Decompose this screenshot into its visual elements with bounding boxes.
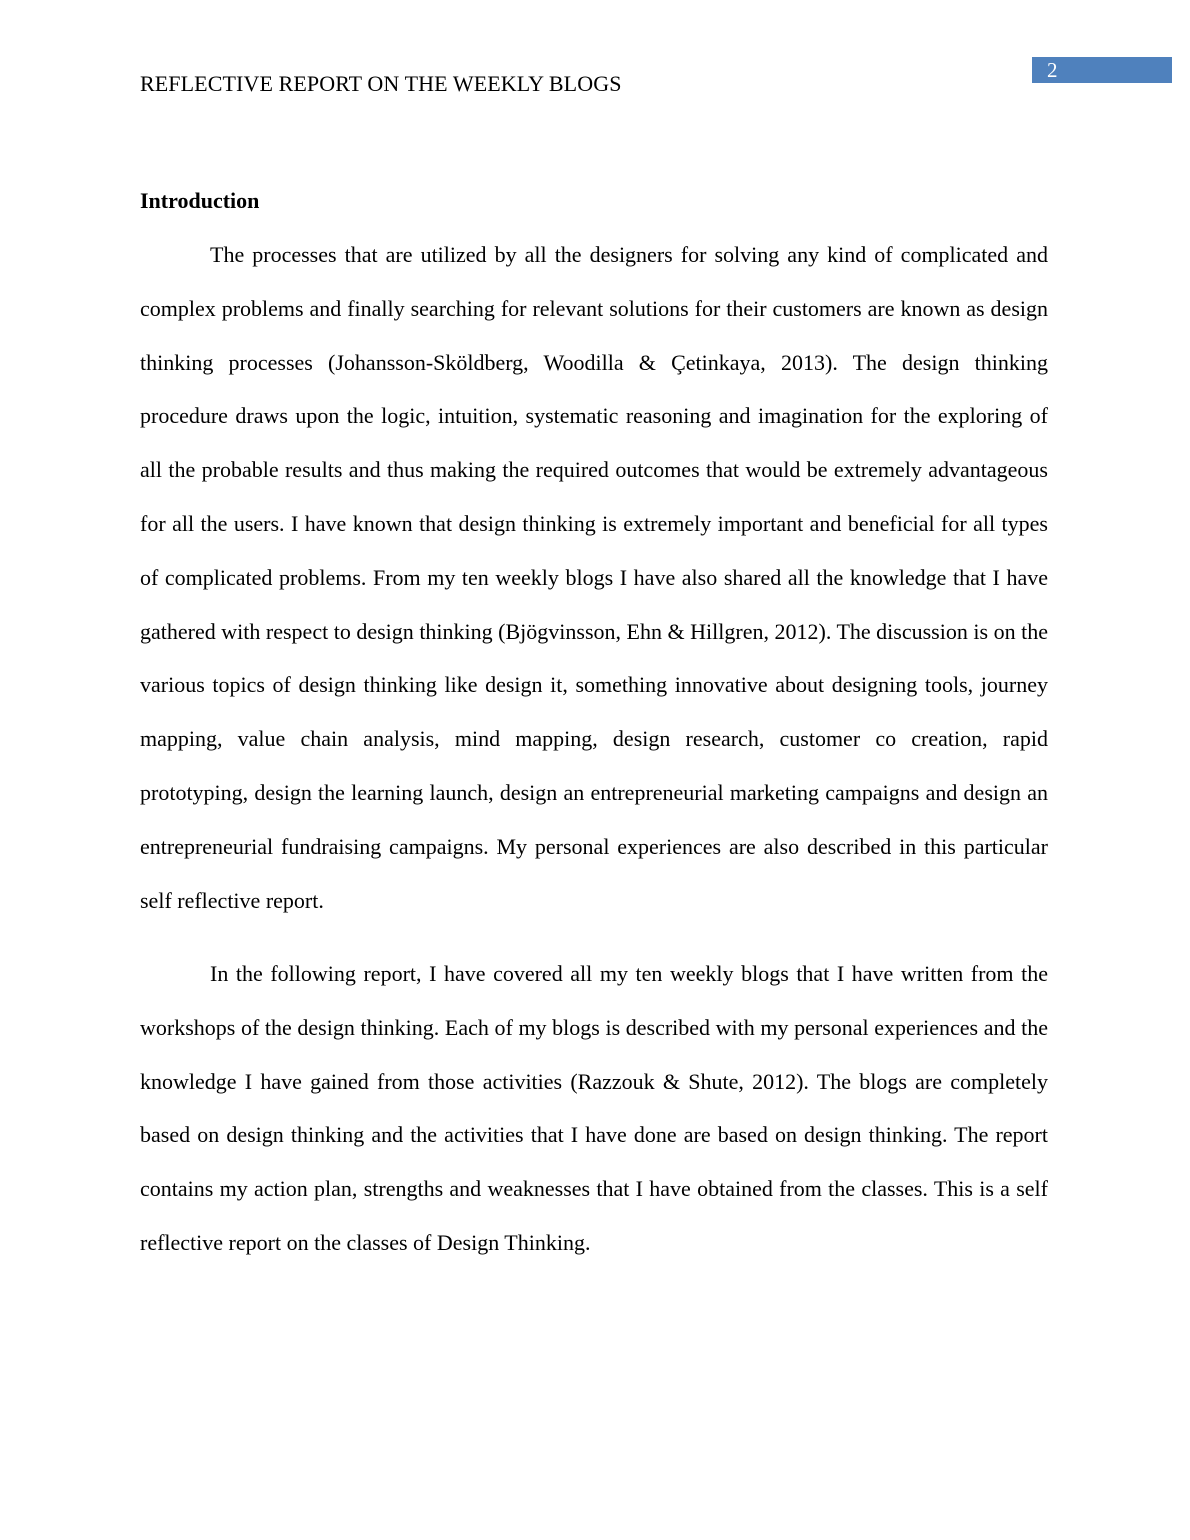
- running-head-title: REFLECTIVE REPORT ON THE WEEKLY BLOGS: [140, 71, 622, 96]
- section-heading: Introduction: [140, 188, 260, 213]
- page-number: 2: [1047, 58, 1058, 82]
- intro-paragraph-1: The processes that are utilized by all the designers for solving any kind of complicated and complex problems and finally searching for relevant solutions for their customers are known as design thinking processes (Johansson-Sköldberg, Woodilla & Çetinkaya, 2013). The design thinking procedure draws upon the logic, intuition, systematic reasoning and imagination for the exploring of all the probable results and thus making the required outcomes that would be extremely advantageous for all the users. I have known that design thinking is extremely important and beneficial for all types of complicated problems. From my ten weekly blogs I have also shared all the knowledge that I have gathered with respect to design thinking (Bjögvinsson, Ehn & Hillgren, 2012). The discussion is on the various topics of design thinking like design it, something innovative about designing tools, journey mapping, value chain analysis, mind mapping, design research, customer co creation, rapid prototyping, design the learning launch, design an entrepreneurial marketing campaigns and design an entrepreneurial fundraising campaigns. My personal experiences are also described in this particular self reflective report.: [140, 242, 1048, 913]
- intro-paragraph-2: In the following report, I have covered all my ten weekly blogs that I have written from the workshops of the design thinking. Each of my blogs is described with my personal experiences and the knowledge I have gained from those activities (Razzouk & Shute, 2012). The blogs are completely based on design thinking and the activities that I have done are based on design thinking. The report contains my action plan, strengths and weaknesses that I have obtained from the classes. This is a self reflective report on the classes of Design Thinking.: [140, 961, 1048, 1255]
- page-number-badge: [1032, 57, 1172, 83]
